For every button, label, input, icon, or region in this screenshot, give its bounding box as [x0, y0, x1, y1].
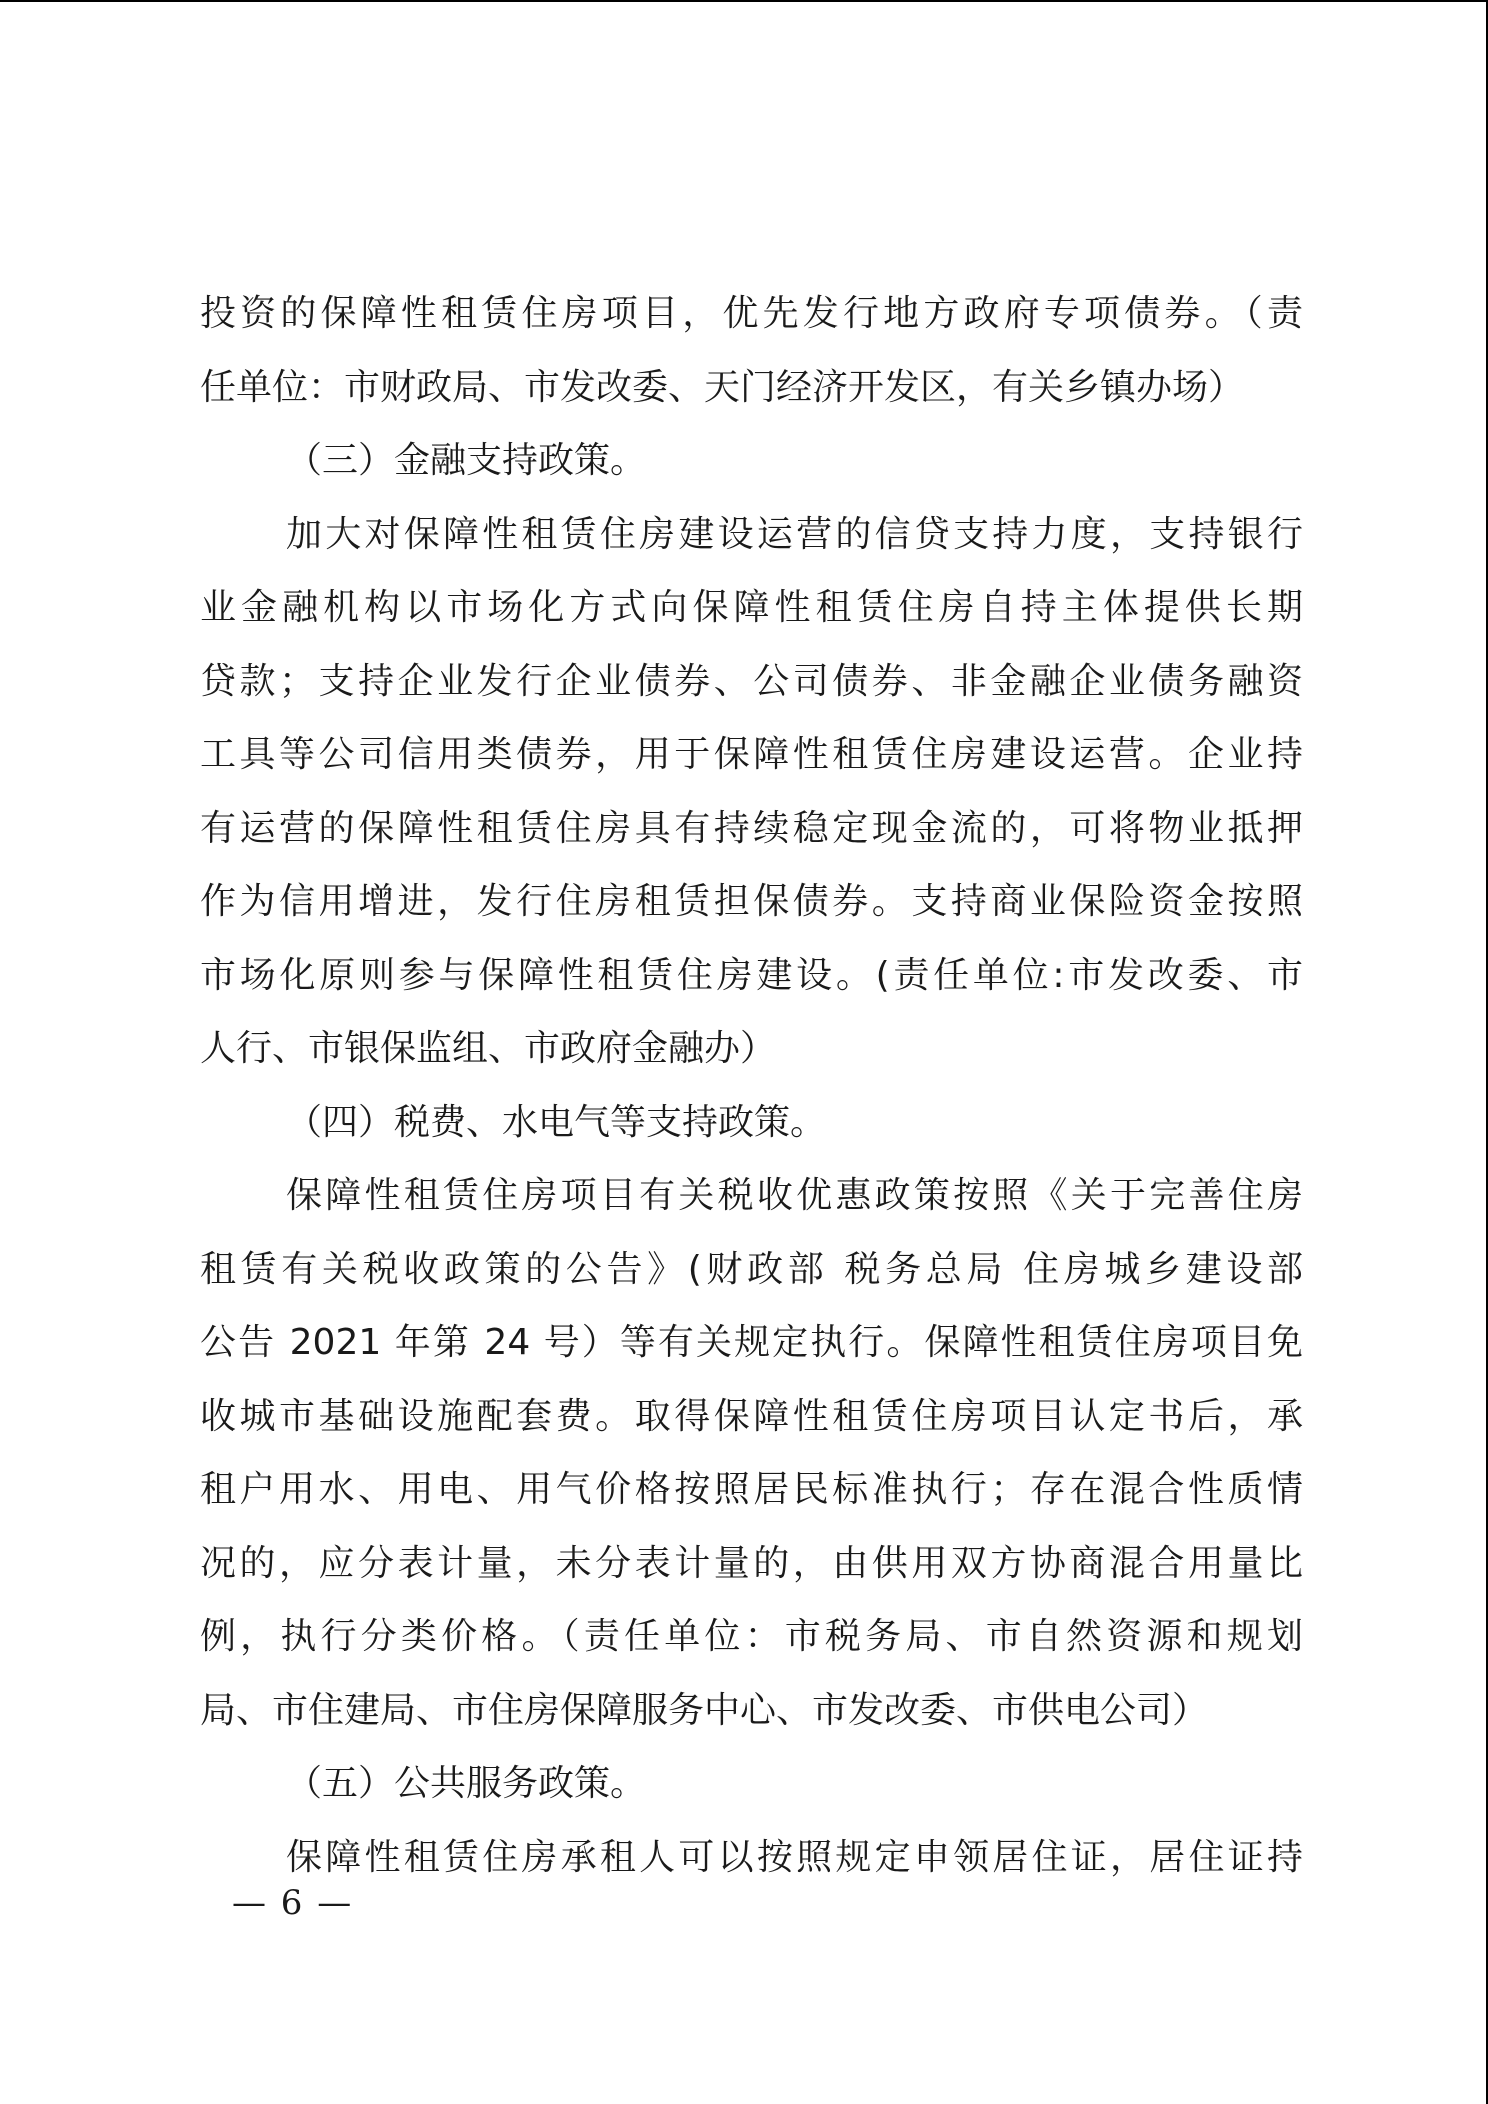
body-text-line: 收城市基础设施配套费。取得保障性租赁住房项目认定书后，承 — [200, 1395, 1303, 1437]
page-number: — 6 — — [232, 1883, 354, 1923]
body-text-line: 租赁有关税收政策的公告》(财政部 税务总局 住房城乡建设部 — [200, 1248, 1303, 1290]
page-border-top — [0, 0, 1488, 2]
section-heading: （四）税费、水电气等支持政策。 — [286, 1101, 827, 1143]
paragraph-first-line: 保障性租赁住房承租人可以按照规定申领居住证，居住证持 — [286, 1836, 1303, 1878]
paragraph-last-line: 任单位：市财政局、市发改委、天门经济开发区，有关乡镇办场） — [200, 366, 1245, 408]
paragraph-first-line: 保障性租赁住房项目有关税收优惠政策按照《关于完善住房 — [286, 1175, 1303, 1216]
paragraph-first-line: 加大对保障性租赁住房建设运营的信贷支持力度，支持银行 — [286, 513, 1303, 555]
section-heading: （三）金融支持政策。 — [286, 440, 647, 481]
body-text-line: 市场化原则参与保障性租赁住房建设。(责任单位:市发改委、市 — [200, 954, 1303, 996]
document-body — [200, 277, 1303, 1894]
body-text-line: 租户用水、用电、用气价格按照居民标准执行；存在混合性质情 — [200, 1469, 1303, 1510]
body-text-line: 作为信用增进，发行住房租赁担保债券。支持商业保险资金按照 — [200, 881, 1303, 922]
body-text-line: 公告 2021 年第 24 号）等有关规定执行。保障性租赁住房项目免 — [200, 1322, 1303, 1363]
body-text-line: 工具等公司信用类债券，用于保障性租赁住房建设运营。企业持 — [200, 734, 1303, 775]
body-text-line: 例，执行分类价格。（责任单位：市税务局、市自然资源和规划 — [200, 1616, 1303, 1657]
body-text-line: 投资的保障性租赁住房项目，优先发行地方政府专项债券。（责 — [200, 293, 1303, 334]
paragraph-last-line: 局、市住建局、市住房保障服务中心、市发改委、市供电公司） — [200, 1689, 1209, 1731]
body-text-line: 有运营的保障性租赁住房具有持续稳定现金流的，可将物业抵押 — [200, 807, 1303, 849]
section-heading: （五）公共服务政策。 — [286, 1763, 647, 1804]
paragraph-last-line: 人行、市银保监组、市政府金融办） — [200, 1028, 777, 1069]
body-text-line: 业金融机构以市场化方式向保障性租赁住房自持主体提供长期 — [200, 587, 1303, 628]
body-text-line: 贷款；支持企业发行企业债券、公司债券、非金融企业债务融资 — [200, 660, 1303, 702]
body-text-line: 况的，应分表计量，未分表计量的，由供用双方协商混合用量比 — [200, 1542, 1303, 1584]
